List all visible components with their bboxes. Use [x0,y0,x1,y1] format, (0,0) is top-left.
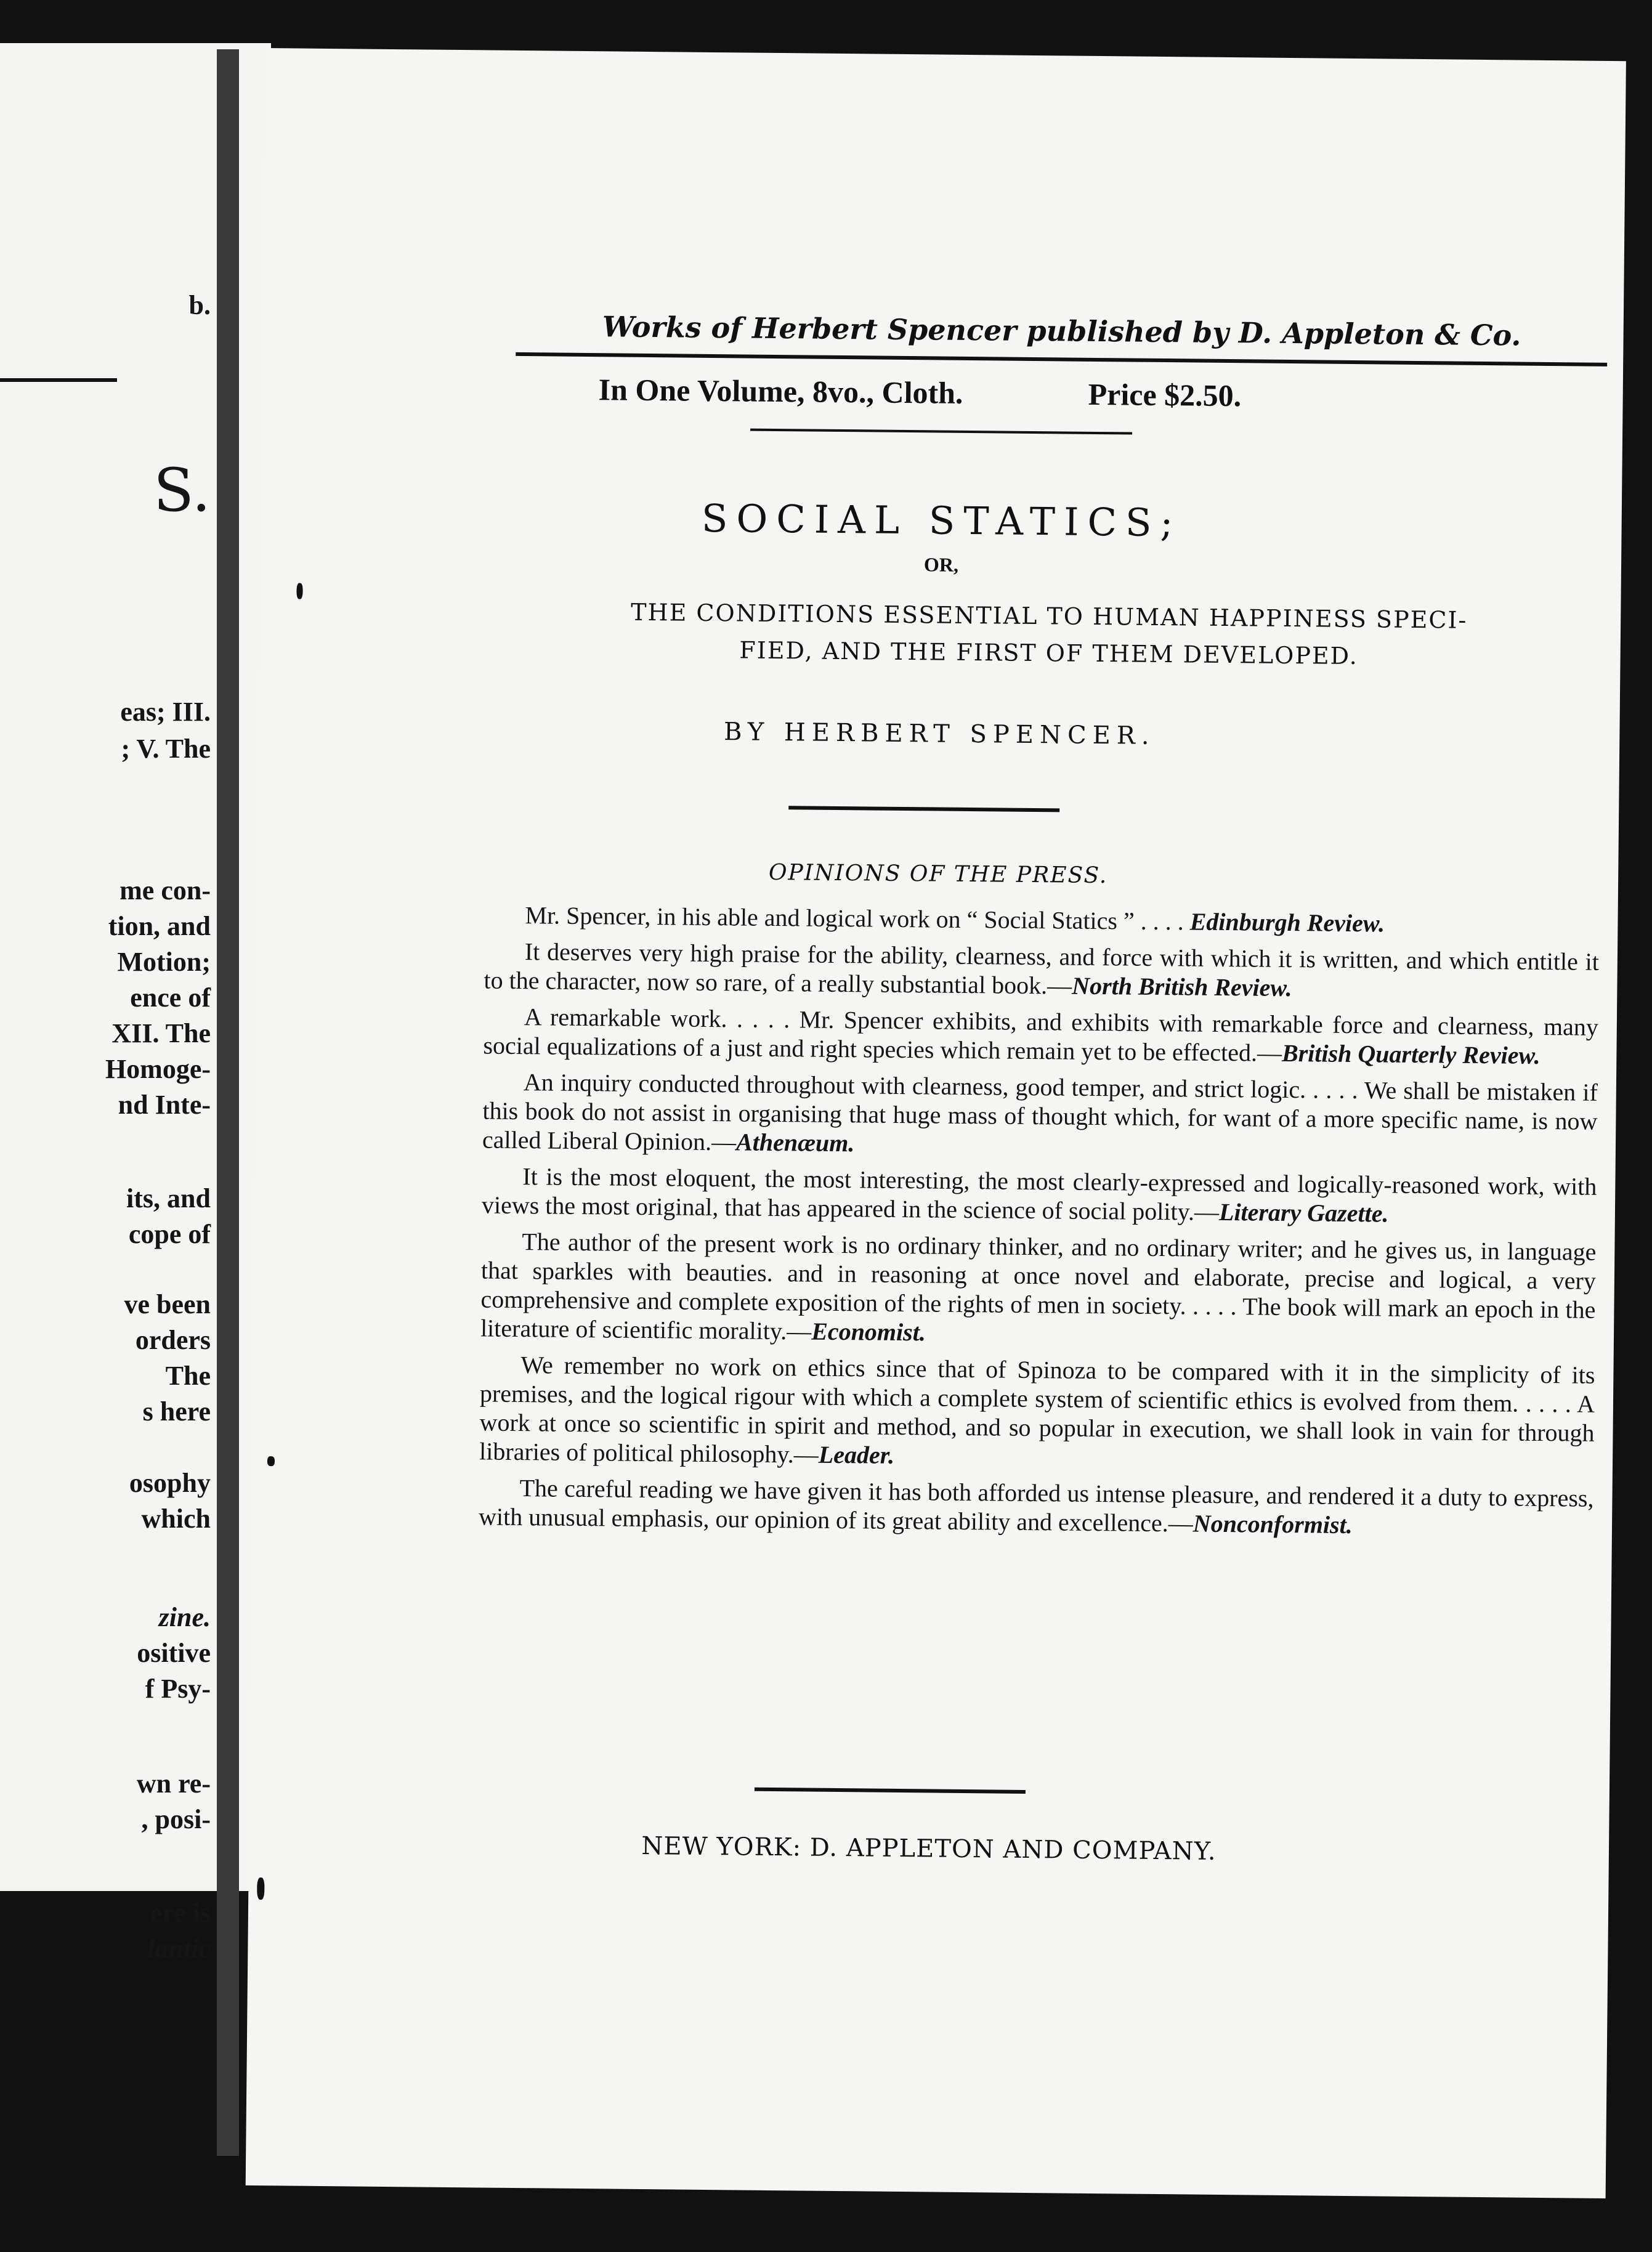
ink-mark [296,583,302,599]
press-review [480,1226,1597,1353]
header-rule [516,352,1607,367]
review-source: Leader. [818,1440,895,1469]
volume-rule [750,429,1132,435]
press-review [482,1067,1598,1164]
facing-page-fragment: ositive [137,1638,211,1668]
facing-page-fragment: , posi- [141,1804,211,1834]
review-text: A remarkable work. . . . . Mr. Spencer exhibits, and exhibits with remarkable force and clearness, many social equalizations of a just and right species which remain yet to be effected.— [483,1003,1599,1067]
review-source: Edinburgh Review. [1189,907,1385,938]
title-or: OR, [923,553,959,576]
facing-page-fragment: ve been [124,1289,211,1319]
subtitle-line: FIED, AND THE FIRST OF THEM DEVELOPED. [739,636,1359,670]
series-header: Works of Herbert Spencer published by D. Appleton & Co. [602,310,1521,352]
reviews-list [479,900,1600,1549]
facing-page-fragment: osophy [129,1468,211,1498]
main-page [246,48,1626,2198]
ink-mark [267,1456,275,1466]
ink-mark [257,1877,264,1900]
review-source: Athenæum. [735,1128,855,1157]
facing-page-fragment: me con- [119,875,211,905]
review-text: The author of the present work is no ordinary thinker, and no ordinary writer; and he gives us, in language that sparkles with beauties. and in reasoning at once novel and elaborate, precise and logical, a very comprehensive and complete exposition of the rights of men in society. . . . . The book will mark an epoch in the literature of scientific morality.— [480,1228,1597,1345]
section-rule [788,806,1059,812]
volume-format: In One Volume, 8vo., Cloth. [598,372,963,410]
price: Price $2.50. [1088,376,1242,413]
review-source: Nonconformist. [1192,1509,1353,1539]
facing-page-fragment: its, and [126,1183,211,1213]
bottom-rule [755,1788,1026,1794]
facing-page-fragment: which [141,1504,211,1534]
review-text: An inquiry conducted throughout with clearness, good temper, and strict logic. . . . . We shall be mistaken if this book do not assist in organising that huge mass of thought which, for want of a more specific name, is now called Liberal Opinion.— [482,1068,1598,1156]
facing-page-fragment: Motion; [117,947,211,977]
subtitle-line: THE CONDITIONS ESSENTIAL TO HUMAN HAPPINESS SPECI- [630,598,1468,634]
facing-page-fragment: cope of [128,1219,211,1249]
review-text: It deserves very high praise for the ability, clearness, and force with which it is written, and which entitle it to the character, now so rare, of a really substantial book.— [484,938,1600,1000]
facing-page-fragment: nd Inte- [118,1090,211,1120]
facing-page-fragment: Homoge- [105,1054,211,1084]
review-source: North British Review. [1071,971,1292,1002]
facing-page-fragment: wn re- [136,1768,211,1799]
press-review [484,936,1599,1005]
facing-page-fragment: ; V. The [121,734,211,764]
facing-page-fragment: The [165,1361,211,1391]
publisher-imprint: NEW YORK: D. APPLETON AND COMPANY. [641,1831,1217,1866]
review-source: Economist. [811,1317,926,1347]
facing-page-fragment: ere is [150,1898,211,1928]
facing-page-fragment: s here [142,1396,211,1427]
facing-page-fragment: b. [188,290,211,320]
review-text: Mr. Spencer, in his able and logical work on “ Social Statics ” . . . . [525,901,1190,936]
review-text: It is the most eloquent, the most interesting, the most clearly-expressed and logically-reasoned work, with views the most original, that has appeared in the science of social polity.— [481,1162,1597,1226]
review-text: The careful reading we have given it has both afforded us intense pleasure, and rendered it a duty to express, with unusual emphasis, our opinion of its great ability and excellence.— [478,1474,1594,1537]
facing-page-fragment: XII. The [111,1018,211,1048]
facing-page-fragment: S. [153,456,211,525]
book-gutter [217,49,239,2156]
press-review [479,1473,1594,1541]
facing-page-fragment: eas; III. [120,697,211,727]
review-source: British Quarterly Review. [1281,1039,1541,1069]
press-review [484,900,1599,939]
facing-page-fragment: lantic [147,1934,211,1964]
author-line: BY HERBERT SPENCER. [723,718,1156,750]
book-subtitle [451,592,1646,678]
facing-page-fragment: ence of [130,982,211,1013]
book-title: SOCIAL STATICS; [701,495,1182,546]
opinions-heading: OPINIONS OF THE PRESS. [768,859,1108,889]
press-review [482,1161,1597,1229]
facing-page-fragment: zine. [158,1602,211,1632]
facing-page-rule [0,378,117,382]
facing-page-fragment: f Psy- [145,1674,211,1704]
facing-page-fragment: tion, and [108,911,211,941]
review-text: We remember no work on ethics since that of Spinoza to be compared with it in the simplicity of its premises, and the logical rigour with which a complete system of scientific ethics is evolved from them. . . . . A work at once so scientific in spirit and method, and so popular in execution, we shall look in vain for through libraries of political philosophy.— [479,1351,1595,1468]
press-review [483,1002,1598,1070]
review-source: Literary Gazette. [1218,1197,1389,1228]
facing-page-fragment: orders [135,1325,211,1355]
press-review [479,1350,1595,1476]
